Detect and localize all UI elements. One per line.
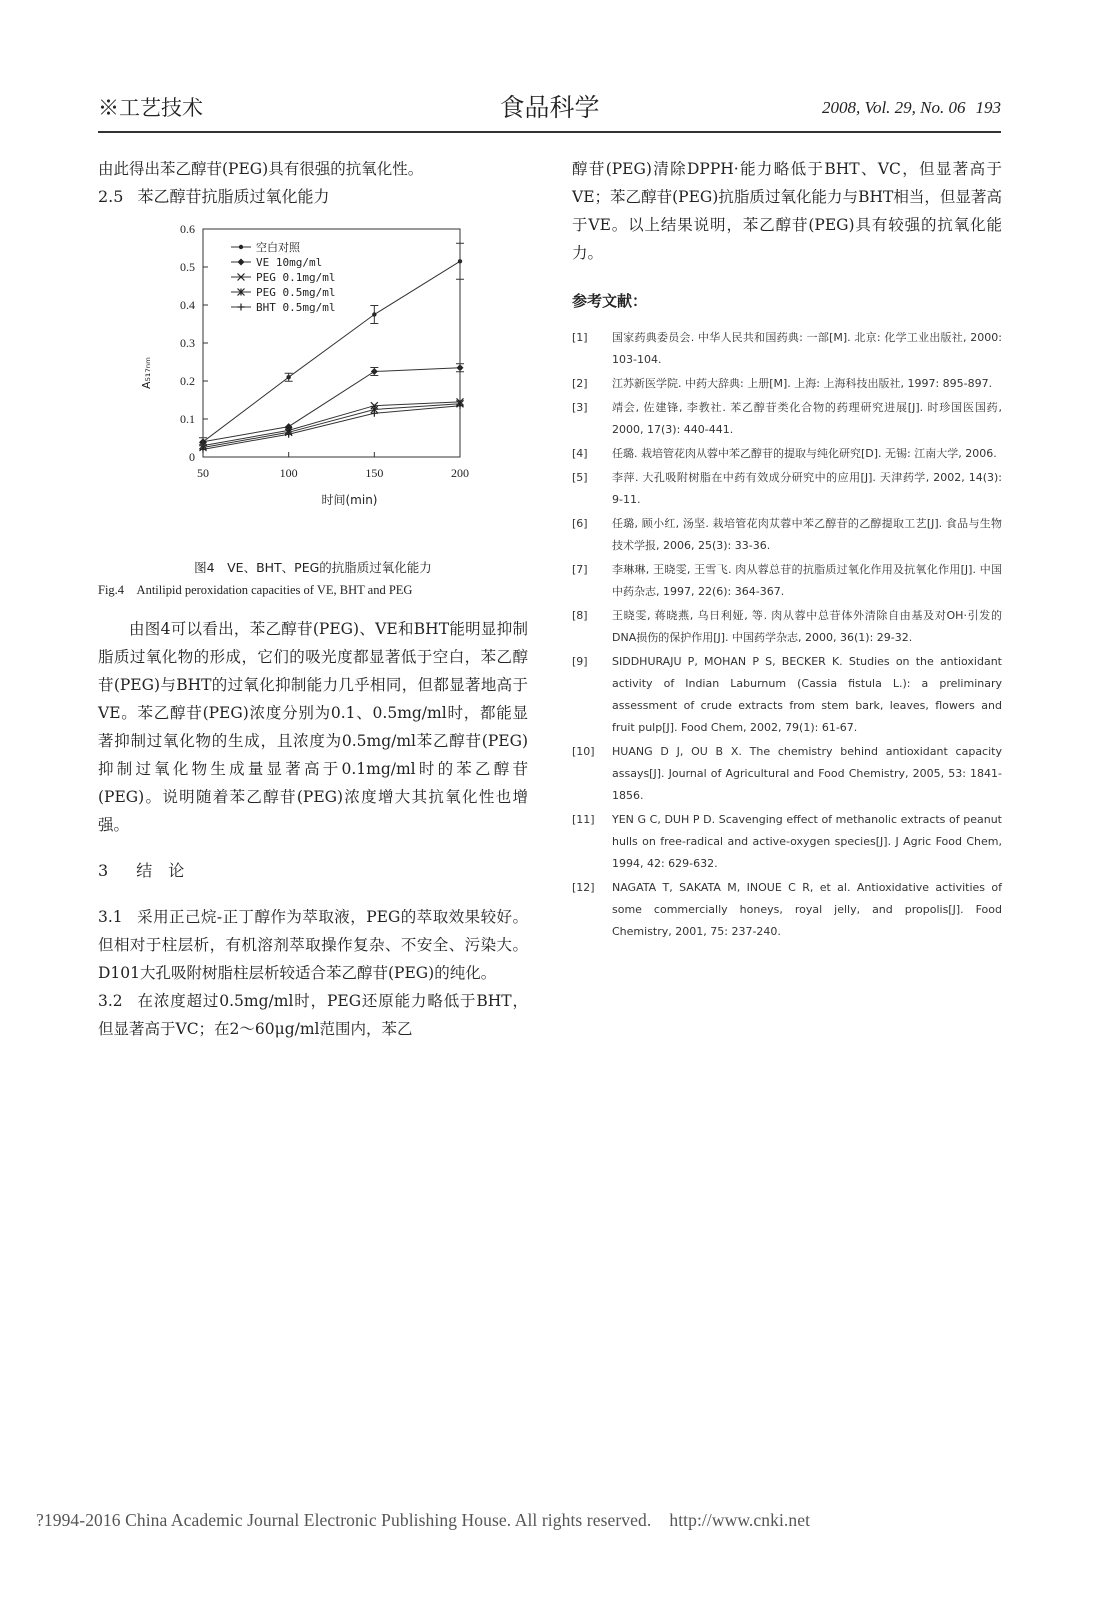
y-tick-label: 0.2 xyxy=(180,374,195,388)
section-label: ※工艺技术 xyxy=(98,96,203,120)
section-heading xyxy=(98,183,528,211)
legend-label: VE 10mg/ml xyxy=(256,256,323,269)
left-column xyxy=(98,155,528,1043)
conclusion-number: 3 xyxy=(98,861,109,880)
header-rule xyxy=(98,131,1001,133)
figure-caption-cn: 图4 VE、BHT、PEG的抗脂质过氧化能力 xyxy=(194,560,432,575)
reference-item xyxy=(572,467,1002,511)
legend-marker xyxy=(238,259,245,266)
reference-item xyxy=(572,327,1002,371)
legend-label: PEG 0.5mg/ml xyxy=(256,286,336,299)
reference-item xyxy=(572,373,1002,395)
x-axis-label: 时间(min) xyxy=(321,493,378,507)
page-number: 193 xyxy=(975,98,1001,117)
reference-item xyxy=(572,741,1002,807)
reference-number: [3] xyxy=(572,401,588,414)
series-line xyxy=(203,368,460,442)
reference-text: YEN G C, DUH P D. Scavenging effect of methanolic extracts of peanut hulls on free-radical and active-oxygen species[J]. J Agric Food Chem, 1994, 42: 629-632. xyxy=(612,813,1002,870)
reference-number: [10] xyxy=(572,745,595,758)
reference-item xyxy=(572,443,1002,465)
reference-text: 任璐, 顾小红, 汤坚. 栽培管花肉苁蓉中苯乙醇苷的乙醇提取工艺[J]. 食品与生物技术学报, 2006, 25(3): 33-36. xyxy=(612,517,1002,552)
volume-info xyxy=(822,98,1001,118)
reference-number: [5] xyxy=(572,471,588,484)
c1-text: 采用正己烷-正丁醇作为萃取液，PEG的萃取效果较好。但相对于柱层析，有机溶剂萃取操作复杂、不安全、污染大。D101大孔吸附树脂柱层析较适合苯乙醇苷(PEG)的纯化。 xyxy=(98,908,528,982)
c1-number: 3.1 xyxy=(98,908,123,926)
continued-paragraph: 醇苷(PEG)清除DPPH·能力略低于BHT、VC，但显著高于VE；苯乙醇苷(PEG)抗脂质过氧化能力与BHT相当，但显著高于VE。以上结果说明，苯乙醇苷(PEG)具有较强的抗氧化能力。 xyxy=(572,160,1002,262)
reference-text: 李萍. 大孔吸附树脂在中药有效成分研究中的应用[J]. 天津药学, 2002, 14(3): 9-11. xyxy=(612,471,1002,506)
chart-svg xyxy=(98,217,528,557)
figure-4 xyxy=(98,217,528,557)
legend-label: PEG 0.1mg/ml xyxy=(256,271,336,284)
y-tick-label: 0.1 xyxy=(180,412,195,426)
legend-marker xyxy=(238,304,245,311)
reference-text: NAGATA T, SAKATA M, INOUE C R, et al. Antioxidative activities of some commercially honeys, royal jelly, and propolis[J]. Food Chemistry, 2001, 75: 237-240. xyxy=(612,881,1002,938)
reference-item xyxy=(572,559,1002,603)
reference-number: [7] xyxy=(572,563,588,576)
error-bar xyxy=(370,306,378,324)
conclusion-3-1 xyxy=(98,903,528,987)
footer-url: http://www.cnki.net xyxy=(669,1510,811,1530)
x-tick-label: 50 xyxy=(197,466,209,480)
reference-text: 任璐. 栽培管花肉从蓉中苯乙醇苷的提取与纯化研究[D]. 无锡: 江南大学, 2006. xyxy=(612,447,997,460)
journal-title: 食品科学 xyxy=(499,93,600,122)
legend-label: BHT 0.5mg/ml xyxy=(256,301,336,314)
reference-number: [9] xyxy=(572,655,588,668)
figure-caption-en: Fig.4 Antilipid peroxidation capacities of VE, BHT and PEG xyxy=(98,583,413,597)
x-tick-label: 200 xyxy=(451,466,469,480)
reference-number: [1] xyxy=(572,331,588,344)
references-title: 参考文献： xyxy=(572,292,648,310)
conclusion-title: 结 论 xyxy=(136,861,185,880)
reference-text: 王晓雯, 蒋晓燕, 乌日利娅, 等. 肉从蓉中总苷体外清除自由基及对OH·引发的DNA损伤的保护作用[J]. 中国药学杂志, 2000, 36(1): 29-32. xyxy=(612,609,1002,644)
conclusion-heading xyxy=(98,857,528,885)
volume-text: 2008, Vol. 29, No. 06 xyxy=(821,98,966,117)
legend-marker xyxy=(239,245,243,249)
right-column xyxy=(572,155,1002,943)
reference-number: [11] xyxy=(572,813,595,826)
error-bar xyxy=(285,373,293,381)
error-bar xyxy=(456,243,464,279)
y-tick-label: 0.5 xyxy=(180,260,195,274)
reference-number: [2] xyxy=(572,377,588,390)
reference-item xyxy=(572,809,1002,875)
c2-number: 3.2 xyxy=(98,992,123,1010)
x-tick-label: 150 xyxy=(365,466,384,480)
reference-item xyxy=(572,513,1002,557)
reference-item xyxy=(572,605,1002,649)
y-tick-label: 0 xyxy=(189,450,195,464)
reference-text: 李琳琳, 王晓雯, 王雪飞. 肉从蓉总苷的抗脂质过氧化作用及抗氧化作用[J]. 中国中药杂志, 1997, 22(6): 364-367. xyxy=(612,563,1002,598)
y-tick-label: 0.3 xyxy=(180,336,195,350)
reference-item xyxy=(572,651,1002,739)
data-point xyxy=(371,410,378,417)
reference-number: [8] xyxy=(572,609,588,622)
conclusion-3-2 xyxy=(98,987,528,1043)
section-title: 苯乙醇苷抗脂质过氧化能力 xyxy=(137,187,330,206)
page-footer xyxy=(36,1510,810,1531)
reference-item xyxy=(572,397,1002,441)
data-point xyxy=(457,402,464,409)
series-line xyxy=(203,404,460,448)
y-tick-label: 0.6 xyxy=(180,222,195,236)
fig4-paragraph: 由图4可以看出，苯乙醇苷(PEG)、VE和BHT能明显抑制脂质过氧化物的形成，它们的吸光度都显著低于空白，苯乙醇苷(PEG)与BHT的过氧化抑制能力几乎相同，但都显著地高于VE。苯乙醇苷(PEG)浓度分别为0.1、0.5mg/ml时，都能显著抑制过氧化物的生成，且浓度为0.5mg/ml苯乙醇苷(PEG)抑制过氧化物生成量显著高于0.1mg/ml时的苯乙醇苷(PEG)。说明随着苯乙醇苷(PEG)浓度增大其抗氧化性也增强。 xyxy=(98,620,528,834)
page-header xyxy=(98,92,1001,128)
reference-number: [4] xyxy=(572,447,588,460)
reference-text: HUANG D J, OU B X. The chemistry behind antioxidant capacity assays[J]. Journal of Agricultural and Food Chemistry, 2005, 53: 1841-1856. xyxy=(612,745,1002,802)
reference-item xyxy=(572,877,1002,943)
references-list xyxy=(572,327,1002,943)
intro-paragraph: 由此得出苯乙醇苷(PEG)具有很强的抗氧化性。 xyxy=(98,160,424,178)
reference-text: 国家药典委员会. 中华人民共和国药典: 一部[M]. 北京: 化学工业出版社, 2000: 103-104. xyxy=(612,331,1002,366)
legend-label: 空白对照 xyxy=(256,241,300,254)
c2-text: 在浓度超过0.5mg/ml时，PEG还原能力略低于BHT，但显著高于VC；在2～60μg/ml范围内，苯乙 xyxy=(98,992,528,1038)
reference-number: [12] xyxy=(572,881,595,894)
y-tick-label: 0.4 xyxy=(180,298,195,312)
y-axis-label: A₅₁₇ₙₘ xyxy=(140,357,153,389)
reference-text: 靖会, 佐建锋, 李教社. 苯乙醇苷类化合物的药理研究进展[J]. 时珍国医国药, 2000, 17(3): 440-441. xyxy=(612,401,1002,436)
reference-text: SIDDHURAJU P, MOHAN P S, BECKER K. Studies on the antioxidant activity of Indian Laburnum (Cassia fistula L.): a preliminary assessment of crude extracts from stem bark, leaves, flowers and fruit pulp[J]. Food Chem, 2002, 79(1): 61-67. xyxy=(612,655,1002,734)
copyright-text: ?1994-2016 China Academic Journal Electronic Publishing House. All rights reserved. xyxy=(36,1510,652,1530)
section-number: 2.5 xyxy=(98,187,124,206)
x-tick-label: 100 xyxy=(279,466,298,480)
reference-text: 江苏新医学院. 中药大辞典: 上册[M]. 上海: 上海科技出版社, 1997: 895-897. xyxy=(612,377,993,390)
reference-number: [6] xyxy=(572,517,588,530)
